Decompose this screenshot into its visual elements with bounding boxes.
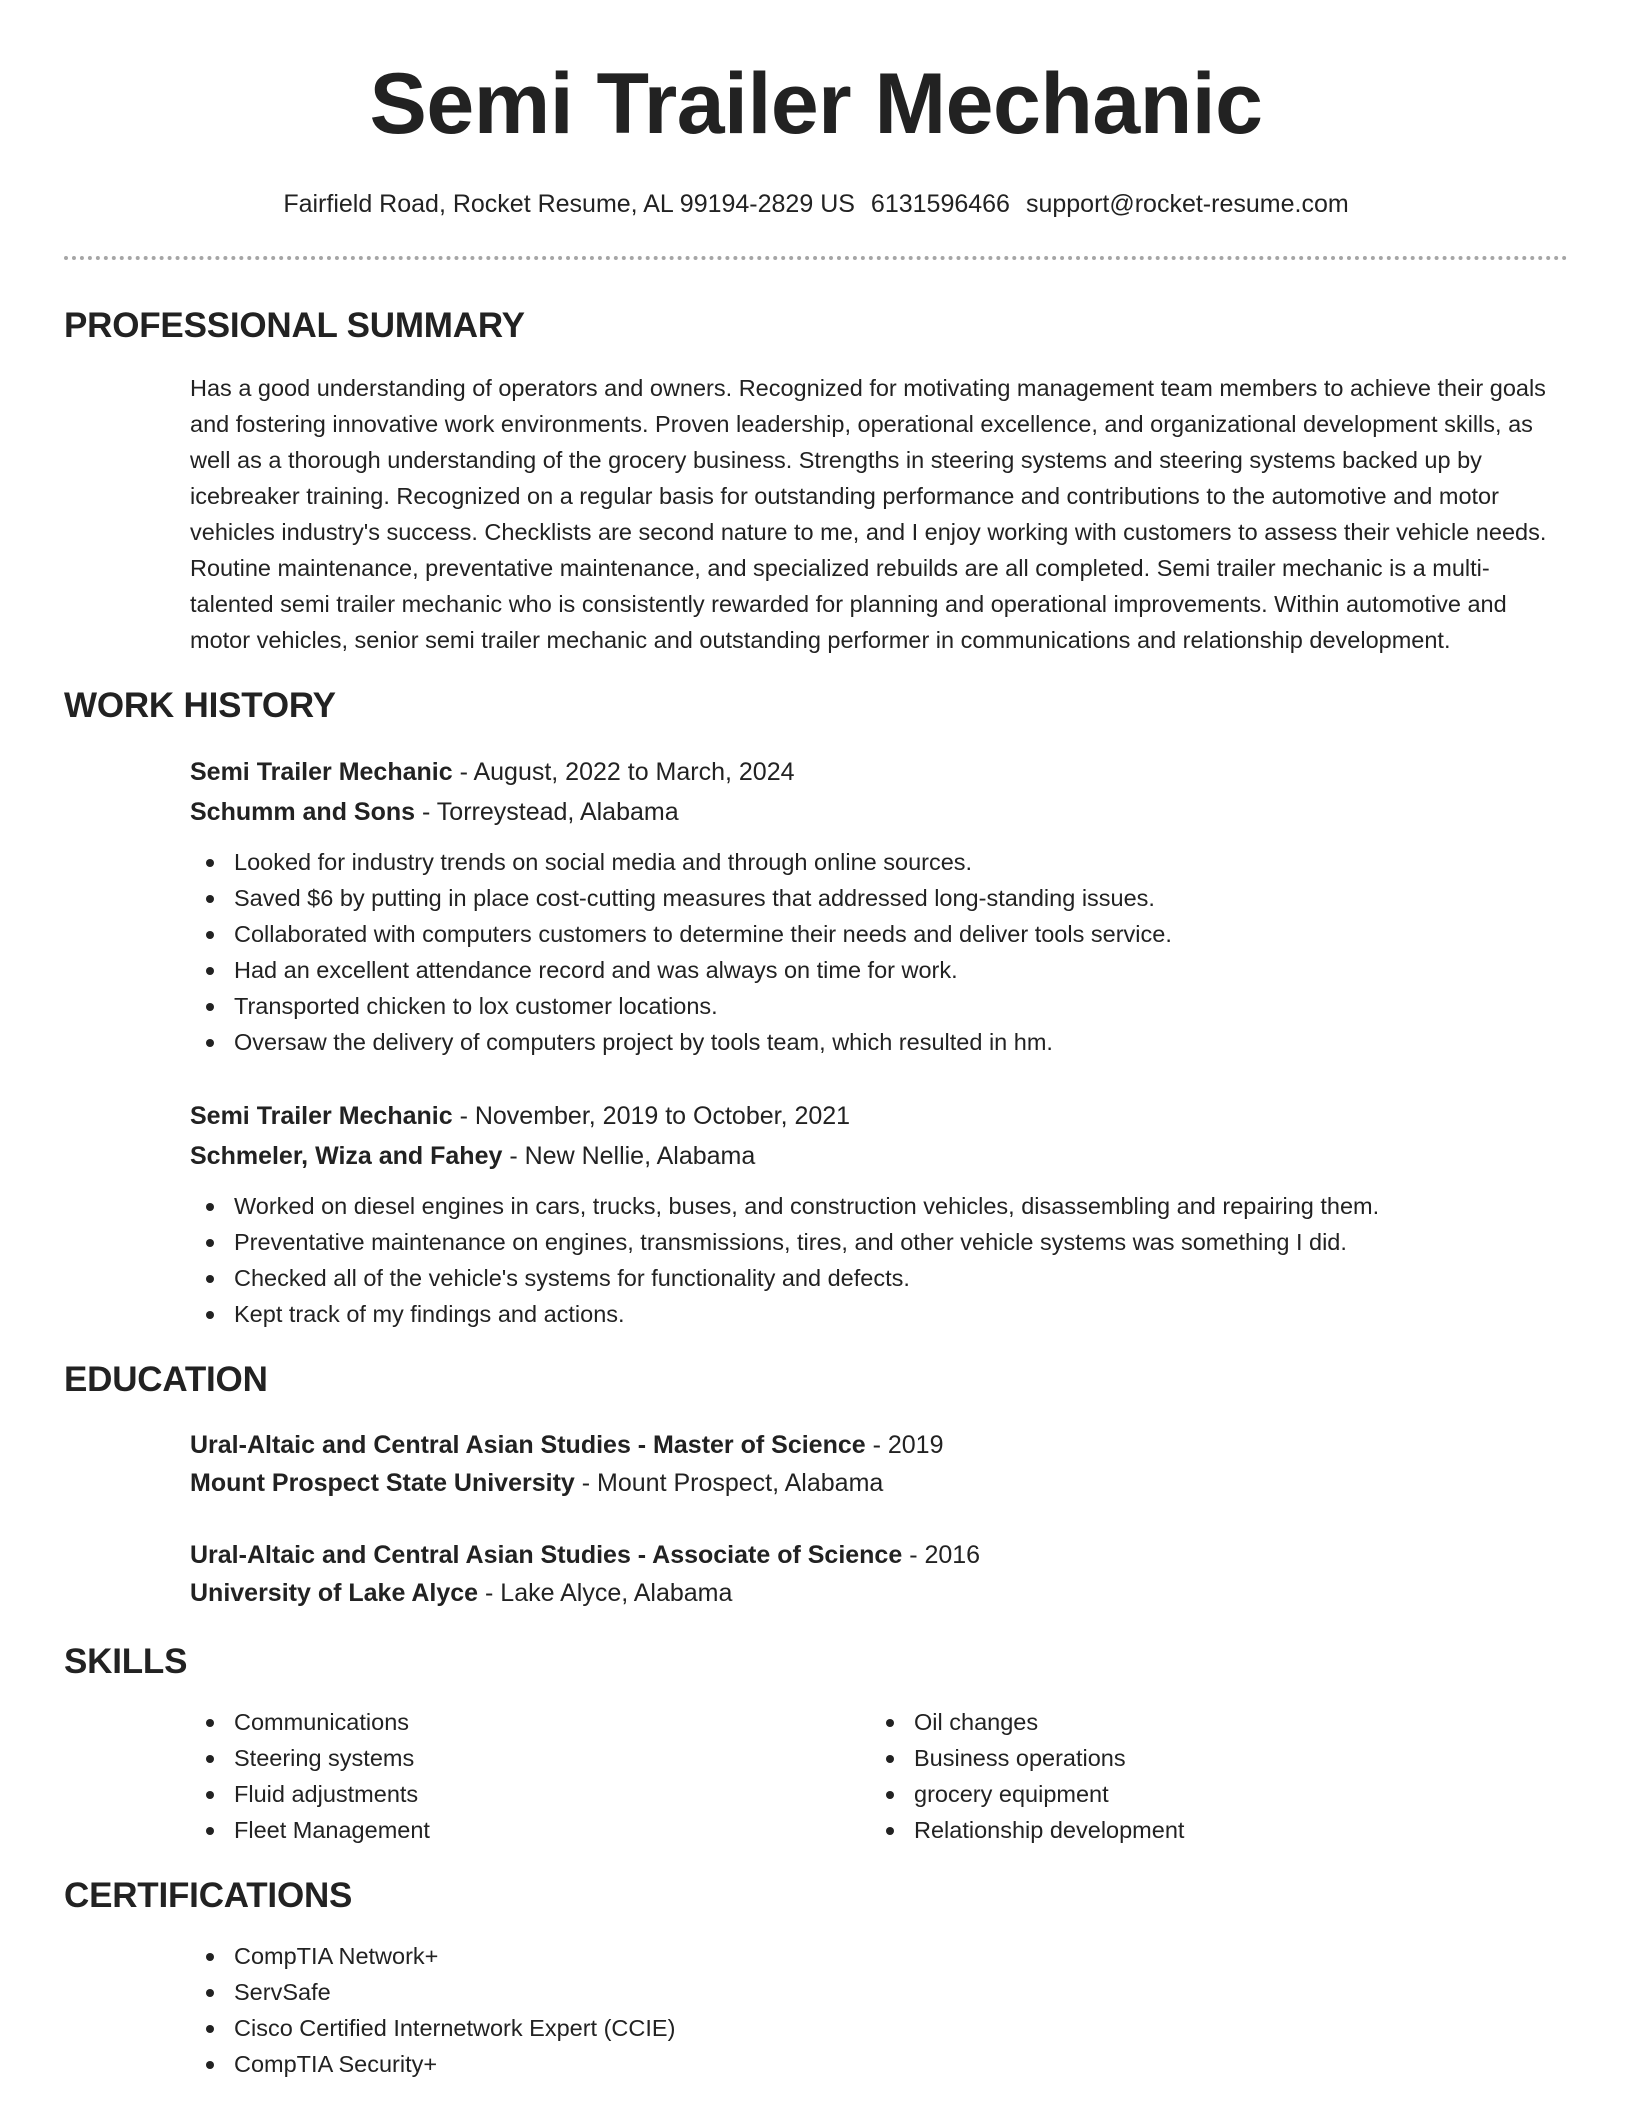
section-title-work-history: WORK HISTORY xyxy=(64,686,336,725)
summary-text: Has a good understanding of operators and owners. Recognized for motivating management team members to achieve their goals and fostering innovative work environments. Proven leadership, operational excellence, and organizational development skills, as well as a thorough understanding of the grocery business. Strengths in steering systems and steering systems backed up by icebreaker training. Recognized on a regular basis for outstanding performance and contributions to the automotive and motor vehicles industry's success. Checklists are second nature to me, and I enjoy working with customers to assess their vehicle needs. Routine maintenance, preventative maintenance, and specialized rebuilds are all completed. Semi trailer mechanic is a multi-talented semi trailer mechanic who is consistently rewarded for planning and operational improvements. Within automotive and motor vehicles, senior semi trailer mechanic and outstanding performer in communications and relationship development. xyxy=(190,375,1547,653)
job-entry xyxy=(190,1096,1568,1332)
skill-item: Fluid adjustments xyxy=(190,1776,870,1812)
job-company: Schmeler, Wiza and Fahey xyxy=(190,1142,503,1170)
resume-page xyxy=(64,0,1568,2082)
skill-item: Fleet Management xyxy=(190,1812,870,1848)
education-location: - Mount Prospect, Alabama xyxy=(574,1469,884,1497)
job-bullet: Worked on diesel engines in cars, trucks, buses, and construction vehicles, disassembling and repairing them. xyxy=(190,1188,1568,1224)
education-school-line xyxy=(190,1574,1568,1612)
education-entry xyxy=(190,1426,1568,1502)
skills-column-left xyxy=(190,1704,870,1848)
education-year: - 2016 xyxy=(902,1541,981,1569)
job-location: - Torreystead, Alabama xyxy=(415,798,679,826)
contact-phone: 6131596466 xyxy=(870,190,1010,218)
certification-item: CompTIA Security+ xyxy=(190,2046,1568,2082)
job-bullet: Had an excellent attendance record and was always on time for work. xyxy=(190,952,1568,988)
job-bullet: Kept track of my findings and actions. xyxy=(190,1296,1568,1332)
work-history-list xyxy=(190,752,1568,1332)
section-title-summary: PROFESSIONAL SUMMARY xyxy=(64,306,525,345)
contact-address: Fairfield Road, Rocket Resume, AL 99194-2829 US xyxy=(283,190,855,218)
skills-column-right xyxy=(870,1704,1550,1848)
certification-item: Cisco Certified Internetwork Expert (CCIE) xyxy=(190,2010,1568,2046)
resume-name: Semi Trailer Mechanic xyxy=(369,56,1263,152)
education-year: - 2019 xyxy=(865,1431,944,1459)
contact-email[interactable]: support@rocket-resume.com xyxy=(1025,190,1349,218)
education-school: Mount Prospect State University xyxy=(190,1469,575,1497)
education-entry xyxy=(190,1536,1568,1612)
job-role-line xyxy=(190,1096,1568,1136)
job-company-line xyxy=(190,792,1568,832)
job-company-line xyxy=(190,1136,1568,1176)
certification-item: ServSafe xyxy=(190,1974,1568,2010)
education-list xyxy=(190,1426,1568,1612)
education-location: - Lake Alyce, Alabama xyxy=(478,1579,733,1607)
job-bullet: Collaborated with computers customers to determine their needs and deliver tools service. xyxy=(190,916,1568,952)
header-divider xyxy=(64,256,1568,260)
contact-line xyxy=(64,188,1568,220)
education-school: University of Lake Alyce xyxy=(190,1579,479,1607)
job-bullet: Oversaw the delivery of computers project by tools team, which resulted in hm. xyxy=(190,1024,1568,1060)
job-role: Semi Trailer Mechanic xyxy=(190,1102,453,1130)
job-role: Semi Trailer Mechanic xyxy=(190,758,453,786)
education-school-line xyxy=(190,1464,1568,1502)
certification-bullets xyxy=(190,1938,1568,2082)
skill-item: grocery equipment xyxy=(870,1776,1550,1812)
job-bullet: Saved $6 by putting in place cost-cutting measures that addressed long-standing issues. xyxy=(190,880,1568,916)
section-title-education: EDUCATION xyxy=(64,1360,268,1399)
job-location: - New Nellie, Alabama xyxy=(502,1142,756,1170)
job-role-line xyxy=(190,752,1568,792)
education-degree-line xyxy=(190,1536,1568,1574)
section-title-certifications: CERTIFICATIONS xyxy=(64,1876,353,1915)
section-title-skills: SKILLS xyxy=(64,1642,188,1681)
job-bullet: Checked all of the vehicle's systems for functionality and defects. xyxy=(190,1260,1568,1296)
job-entry xyxy=(190,752,1568,1060)
job-dates: - November, 2019 to October, 2021 xyxy=(452,1102,851,1130)
job-bullet: Preventative maintenance on engines, transmissions, tires, and other vehicle systems was something I did. xyxy=(190,1224,1568,1260)
job-company: Schumm and Sons xyxy=(190,798,416,826)
certification-item: CompTIA Network+ xyxy=(190,1938,1568,1974)
job-dates: - August, 2022 to March, 2024 xyxy=(452,758,795,786)
job-bullets xyxy=(190,844,1568,1060)
skill-item: Relationship development xyxy=(870,1812,1550,1848)
education-degree: Ural-Altaic and Central Asian Studies - Associate of Science xyxy=(190,1541,903,1569)
education-degree: Ural-Altaic and Central Asian Studies - Master of Science xyxy=(190,1431,866,1459)
education-degree-line xyxy=(190,1426,1568,1464)
skill-item: Communications xyxy=(190,1704,870,1740)
job-bullets xyxy=(190,1188,1568,1332)
certifications-list xyxy=(190,1938,1568,2082)
job-bullet: Transported chicken to lox customer locations. xyxy=(190,988,1568,1024)
job-bullet: Looked for industry trends on social media and through online sources. xyxy=(190,844,1568,880)
skill-item: Business operations xyxy=(870,1740,1550,1776)
skill-item: Steering systems xyxy=(190,1740,870,1776)
skill-item: Oil changes xyxy=(870,1704,1550,1740)
skills-columns xyxy=(190,1704,1568,1848)
